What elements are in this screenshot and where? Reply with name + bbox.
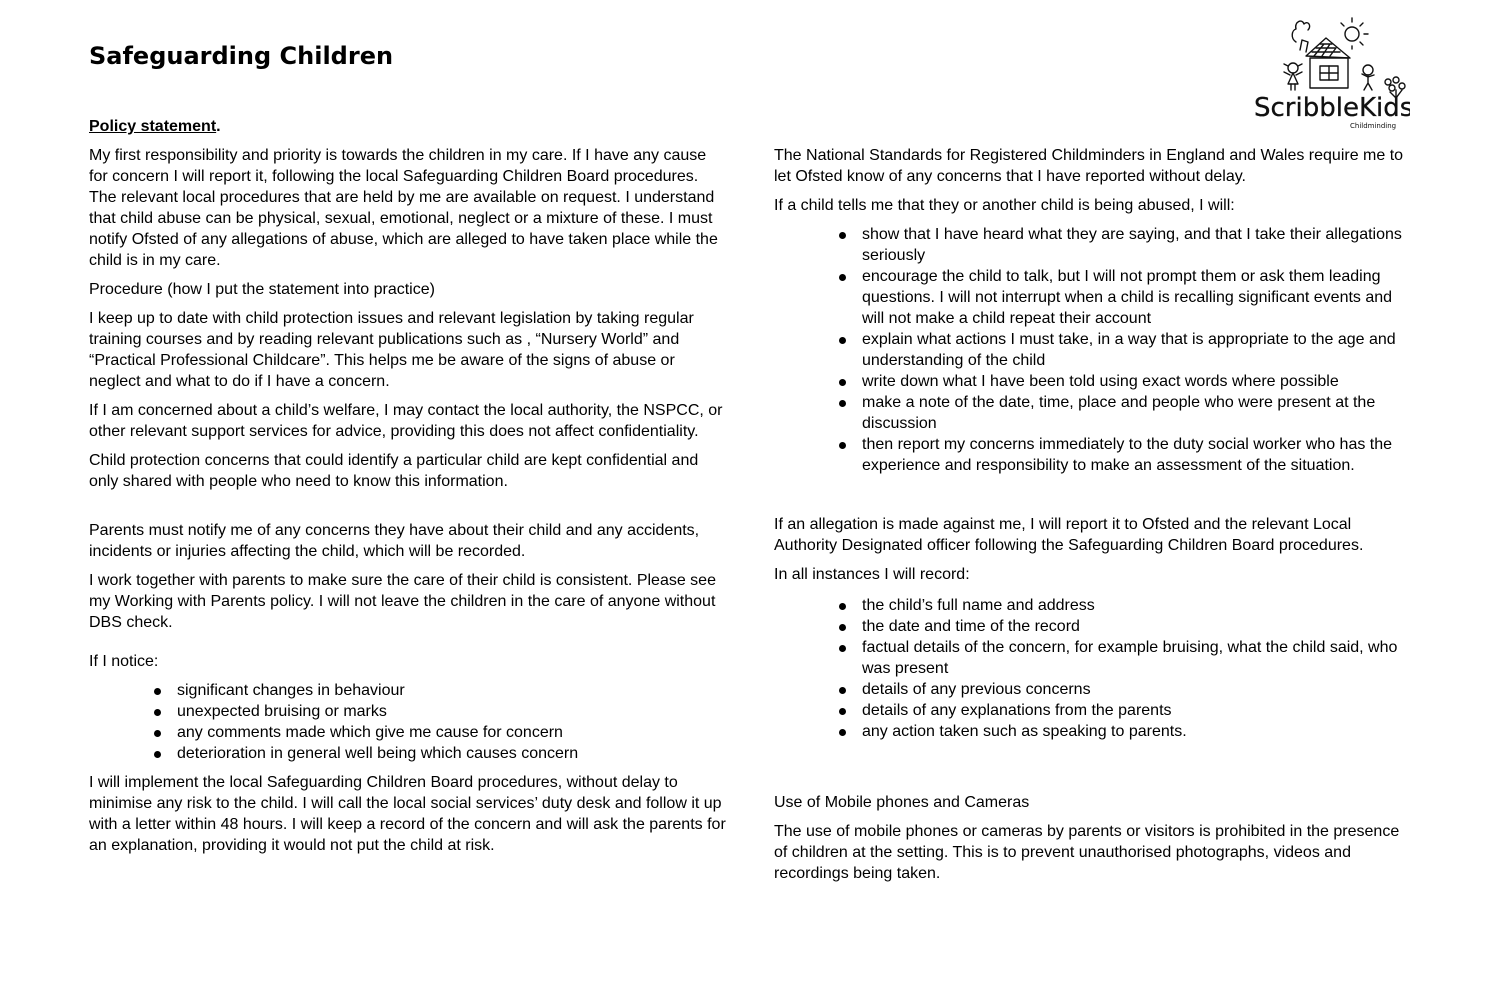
- implement-procedures-paragraph: I will implement the local Safeguarding Children Board procedures, without delay to minimise any risk to the child. I will call the local social services’ duty desk and follow it up with a letter within 48 hours. I will keep a record of the concern and will ask the parents for an explanation, providing it would not put the child at risk.: [89, 774, 726, 854]
- list-item: show that I have heard what they are saying, and that I take their allegations seriously: [862, 224, 1414, 266]
- mobile-phones-paragraph: The use of mobile phones or cameras by parents or visitors is prohibited in the presence of children at the setting. This is to prevent unauthorised photographs, videos and recordings being taken.: [774, 823, 1400, 882]
- list-item: then report my concerns immediately to the duty social worker who has the experience and responsibility to make an assessment of the situation.: [862, 434, 1414, 476]
- confidentiality-paragraph: Child protection concerns that could identify a particular child are kept confidential and only shared with people who need to know this information.: [89, 452, 699, 490]
- notice-intro: If I notice:: [89, 653, 159, 670]
- abuse-disclosure-intro: If a child tells me that they or another child is being abused, I will:: [774, 197, 1235, 214]
- list-item: details of any previous concerns: [862, 679, 1414, 700]
- bullet-icon: [839, 400, 846, 407]
- notice-list: [89, 680, 729, 764]
- procedure-heading: Procedure (how I put the statement into practice): [89, 281, 435, 298]
- bullet-icon: [839, 729, 846, 736]
- bullet-icon: [154, 709, 161, 716]
- bullet-icon: [839, 274, 846, 281]
- policy-statement-heading-text: Policy statement: [89, 118, 217, 135]
- parents-notify-paragraph: Parents must notify me of any concerns they have about their child and any accidents, incidents or injuries affecting the child, which will be recorded.: [89, 522, 700, 560]
- list-item: the child’s full name and address: [862, 595, 1414, 616]
- record-intro: In all instances I will record:: [774, 566, 970, 583]
- abuse-response-list: [774, 224, 1414, 476]
- bullet-icon: [839, 379, 846, 386]
- allegation-paragraph: If an allegation is made against me, I will report it to Ofsted and the relevant Local Authority Designated officer following the Safeguarding Children Board procedures.: [774, 516, 1364, 554]
- list-item: details of any explanations from the parents: [862, 700, 1414, 721]
- record-list: [774, 595, 1414, 742]
- bullet-icon: [839, 687, 846, 694]
- policy-paragraph: My first responsibility and priority is towards the children in my care. If I have any cause for concern I will report it, following the local Safeguarding Children Board procedures. The relevant local procedures that are held by me are available on request. I understand that child abuse can be physical, sexual, emotional, neglect or a mixture of these. I must notify Ofsted of any allegations of abuse, which are alleged to have taken place while the child is in my care.: [89, 147, 718, 269]
- bullet-icon: [154, 688, 161, 695]
- bullet-icon: [839, 232, 846, 239]
- list-item: any action taken such as speaking to parents.: [862, 721, 1414, 742]
- bullet-icon: [154, 751, 161, 758]
- list-item: significant changes in behaviour: [177, 680, 729, 701]
- bullet-icon: [839, 645, 846, 652]
- list-item: any comments made which give me cause for concern: [177, 722, 729, 743]
- bullet-icon: [154, 730, 161, 737]
- bullet-icon: [839, 442, 846, 449]
- bullet-icon: [839, 708, 846, 715]
- list-item: the date and time of the record: [862, 616, 1414, 637]
- list-item: write down what I have been told using exact words where possible: [862, 371, 1414, 392]
- scribblekids-logo: [1250, 12, 1410, 132]
- policy-statement-heading: [89, 116, 729, 137]
- mobile-phones-heading: Use of Mobile phones and Cameras: [774, 794, 1030, 811]
- bullet-icon: [839, 603, 846, 610]
- house-and-children-drawing-icon: [1250, 12, 1410, 132]
- training-paragraph: I keep up to date with child protection issues and relevant legislation by taking regular training courses and by reading relevant publications such as , “Nursery World” and “Practical Professional Childcare”. This helps me be aware of the signs of abuse or neglect and what to do if I have a concern.: [89, 310, 694, 390]
- list-item: make a note of the date, time, place and people who were present at the discussion: [862, 392, 1414, 434]
- left-column: [89, 116, 729, 864]
- bullet-icon: [839, 337, 846, 344]
- list-item: deterioration in general well being which causes concern: [177, 743, 729, 764]
- bullet-icon: [839, 624, 846, 631]
- concern-contact-paragraph: If I am concerned about a child’s welfare, I may contact the local authority, the NSPCC, or other relevant support services for advice, providing this does not affect confidentiality.: [89, 402, 723, 440]
- logo-wordmark: ScribbleKids: [1254, 93, 1410, 123]
- logo-tagline: Childminding: [1350, 122, 1397, 130]
- list-item: explain what actions I must take, in a way that is appropriate to the age and understanding of the child: [862, 329, 1414, 371]
- national-standards-paragraph: The National Standards for Registered Childminders in England and Wales require me to let Ofsted know of any concerns that I have reported without delay.: [774, 147, 1404, 185]
- policy-statement-heading-period: .: [216, 118, 221, 135]
- list-item: encourage the child to talk, but I will not prompt them or ask them leading questions. I will not interrupt when a child is recalling significant events and will not make a child repeat their account: [862, 266, 1414, 329]
- list-item: factual details of the concern, for example bruising, what the child said, who was present: [862, 637, 1414, 679]
- document-title: Safeguarding Children: [89, 42, 394, 70]
- working-with-parents-paragraph: I work together with parents to make sure the care of their child is consistent. Please see my Working with Parents policy. I will not leave the children in the care of anyone without DBS check.: [89, 572, 716, 631]
- right-column: [774, 145, 1414, 892]
- list-item: unexpected bruising or marks: [177, 701, 729, 722]
